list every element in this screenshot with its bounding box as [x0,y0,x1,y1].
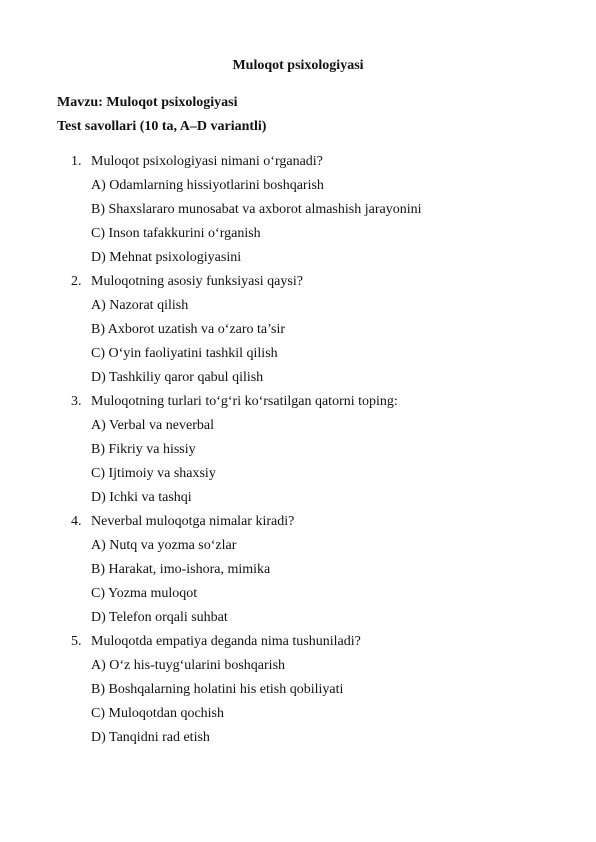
answer-option-a: A) Nutq va yozma so‘zlar [91,538,237,553]
answer-option-d: D) Tashkiliy qaror qabul qilish [91,370,264,385]
answer-option-b: B) Harakat, imo-ishora, mimika [91,562,271,577]
question-text: Muloqotning turlari to‘g‘ri ko‘rsatilgan qatorni toping: [91,394,398,409]
document-topic: Mavzu: Muloqot psixologiyasi [57,95,238,110]
document-title: Muloqot psixologiyasi [232,58,364,73]
question-line [0,270,596,294]
answer-option-b: B) Axborot uzatish va o‘zaro ta’sir [91,322,286,337]
answer-option-c: C) Inson tafakkurini o‘rganish [91,226,261,241]
question-1 [0,150,596,270]
answer-option-d: D) Telefon orqali suhbat [91,610,228,625]
question-number: 5. [71,634,82,649]
answer-option-b: B) Boshqalarning holatini his etish qobiliyati [91,682,344,697]
answer-option-b: B) Fikriy va hissiy [91,442,196,457]
answer-option-d: D) Ichki va tashqi [91,490,192,505]
answer-option-a: A) Nazorat qilish [91,298,189,313]
question-number: 4. [71,514,82,529]
question-text: Neverbal muloqotga nimalar kiradi? [91,514,295,529]
question-line [0,630,596,654]
answer-option-d: D) Mehnat psixologiyasini [91,250,242,265]
question-number: 1. [71,154,82,169]
answer-option-a: A) O‘z his-tuyg‘ularini boshqarish [91,658,286,673]
answer-option-c: C) O‘yin faoliyatini tashkil qilish [91,346,278,361]
answer-option-a: A) Verbal va neverbal [91,418,214,433]
answer-option-c: C) Ijtimoiy va shaxsiy [91,466,216,481]
question-line [0,390,596,414]
question-2 [0,270,596,390]
question-text: Muloqotning asosiy funksiyasi qaysi? [91,274,303,289]
question-4 [0,510,596,630]
answer-option-c: C) Muloqotdan qochish [91,706,224,721]
question-line [0,150,596,174]
answer-option-c: C) Yozma muloqot [91,586,198,601]
question-3 [0,390,596,510]
answer-option-b: B) Shaxslararo munosabat va axborot almashish jarayonini [91,202,422,217]
question-text: Muloqot psixologiyasi nimani o‘rganadi? [91,154,323,169]
question-line [0,510,596,534]
question-5 [0,630,596,750]
question-list [0,150,596,750]
answer-option-a: A) Odamlarning hissiyotlarini boshqarish [91,178,324,193]
question-text: Muloqotda empatiya deganda nima tushuniladi? [91,634,361,649]
question-number: 2. [71,274,82,289]
answer-option-d: D) Tanqidni rad etish [91,730,210,745]
document-subtitle: Test savollari (10 ta, A–D variantli) [57,119,267,134]
question-number: 3. [71,394,82,409]
